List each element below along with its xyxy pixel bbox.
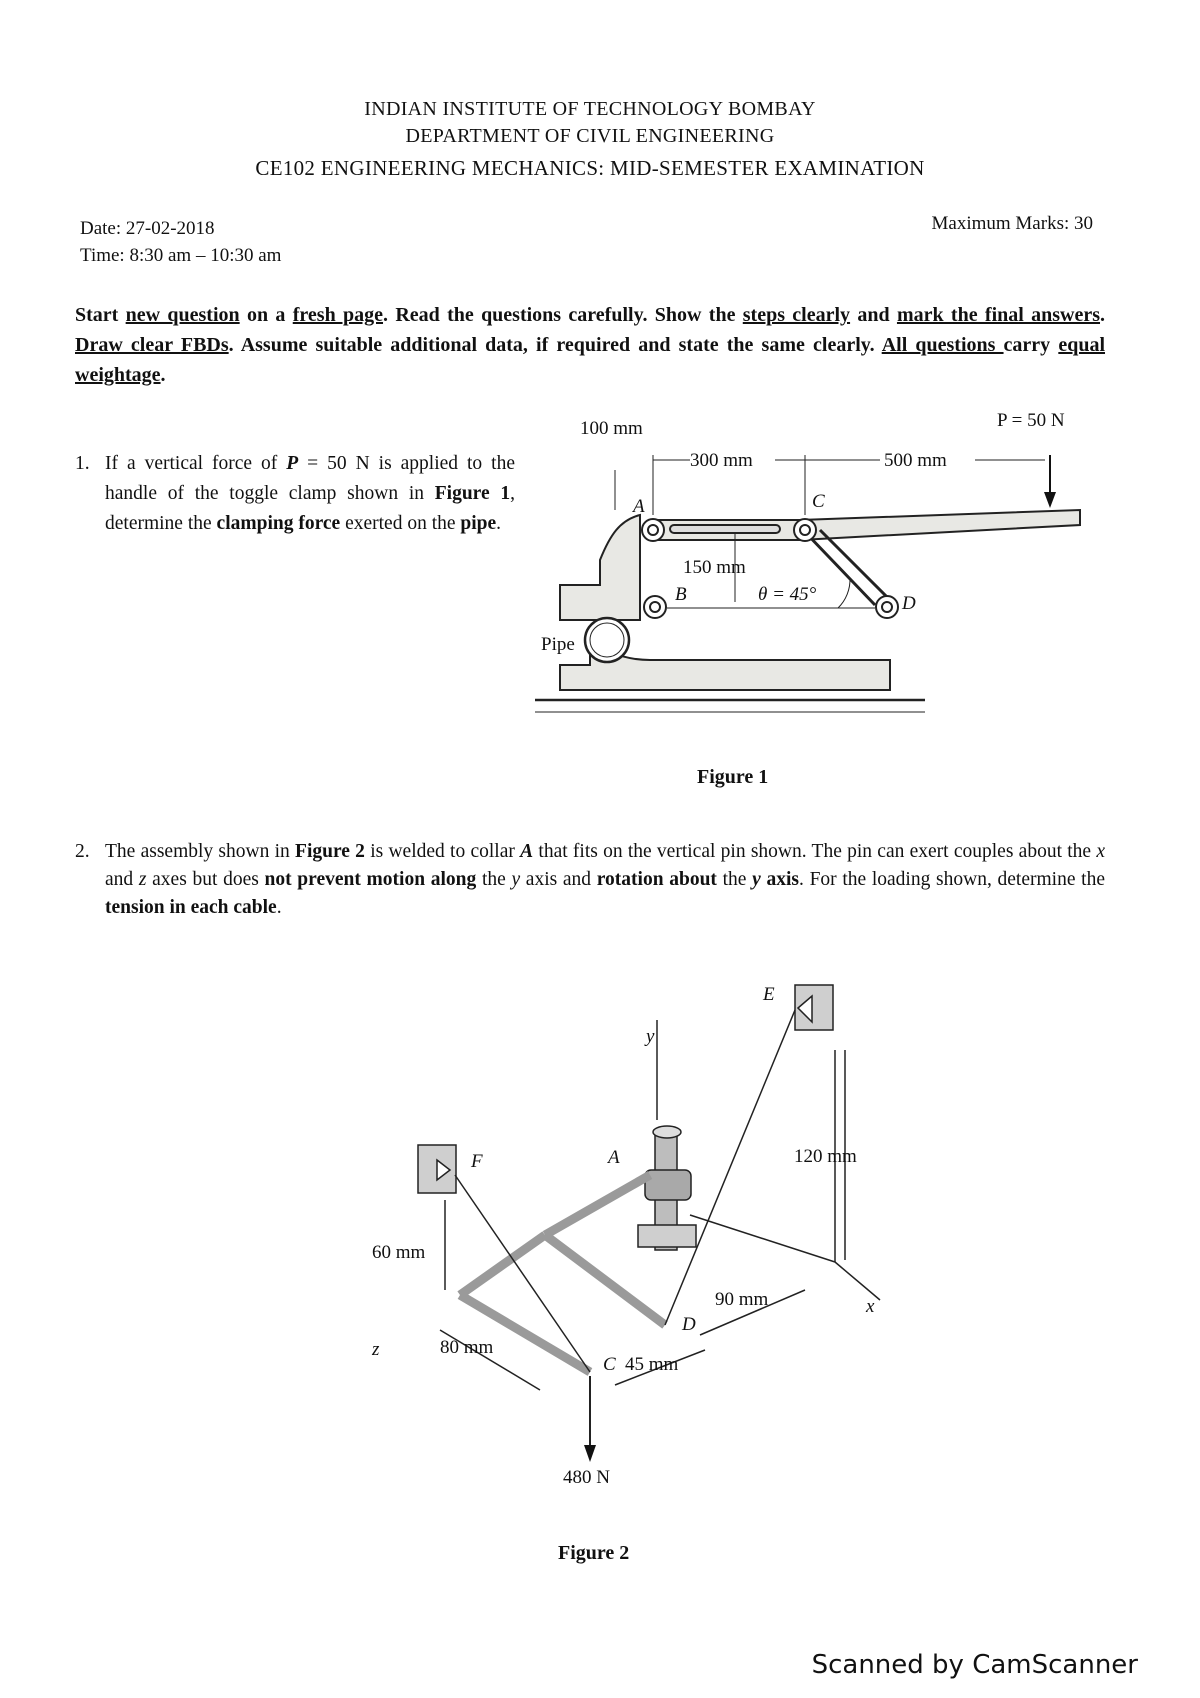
dim-60-label: 60 mm — [372, 1242, 426, 1263]
dim-150-label: 150 mm — [683, 557, 746, 578]
pipe-label: Pipe — [541, 634, 575, 655]
theta-label: θ = 45° — [758, 584, 817, 605]
dim-500-label: 500 mm — [884, 450, 947, 471]
dim-90-label: 90 mm — [715, 1289, 769, 1310]
dim-120-label: 120 mm — [794, 1146, 857, 1167]
question-number: 2. — [75, 841, 90, 862]
point-b-label: B — [675, 584, 687, 605]
question-number: 1. — [75, 453, 90, 474]
axis-y-label: y — [646, 1026, 655, 1047]
question-text: If a vertical force of P = 50 N is applied to the handle of the toggle clamp shown in Figure 1, determine the clamping force exerted on the pipe. — [105, 453, 515, 534]
exam-date: Date: 27-02-2018 — [80, 218, 215, 239]
point-a-label: A — [633, 496, 645, 517]
figure-2-caption: Figure 2 — [558, 1542, 630, 1564]
dim-300-label: 300 mm — [690, 450, 753, 471]
point-e-label: E — [763, 984, 775, 1005]
point-c-label: C — [812, 491, 825, 512]
point-a-label: A — [608, 1147, 620, 1168]
axis-x-label: x — [866, 1296, 875, 1317]
question-text: The assembly shown in Figure 2 is welded to collar A that fits on the vertical pin shown. The pin can exert couples about the x and z axes but does not prevent motion along the y axis and rotation about the y axis. For the loading shown, determine the tension in each cable. — [105, 841, 1105, 918]
load-label: 480 N — [563, 1467, 610, 1488]
instructions: Start new question on a fresh page. Read the questions carefully. Show the steps clearly and mark the final answers. Draw clear FBDs. Assume suitable additional data, if required and state the same clearly. All questions carry equal weightage. — [75, 304, 1106, 386]
exam-title: CE102 ENGINEERING MECHANICS: MID-SEMESTER EXAMINATION — [255, 156, 925, 180]
dim-80-label: 80 mm — [440, 1337, 494, 1358]
department-name: DEPARTMENT OF CIVIL ENGINEERING — [405, 125, 775, 147]
axis-z-label: z — [372, 1339, 380, 1360]
dim-45-label: 45 mm — [625, 1354, 679, 1375]
point-d-label: D — [902, 593, 916, 614]
point-c-label: C — [603, 1354, 616, 1375]
institute-name: INDIAN INSTITUTE OF TECHNOLOGY BOMBAY — [364, 98, 816, 120]
max-marks: Maximum Marks: 30 — [931, 213, 1093, 234]
point-f-label: F — [471, 1151, 483, 1172]
load-arrow-head — [584, 1445, 596, 1462]
dim-100-label: 100 mm — [580, 418, 643, 439]
scanner-watermark: Scanned by CamScanner — [811, 1650, 1138, 1680]
point-d-label: D — [682, 1314, 696, 1335]
force-label: P = 50 N — [997, 410, 1065, 431]
figure-1-caption: Figure 1 — [697, 766, 769, 788]
exam-time: Time: 8:30 am – 10:30 am — [80, 245, 282, 266]
